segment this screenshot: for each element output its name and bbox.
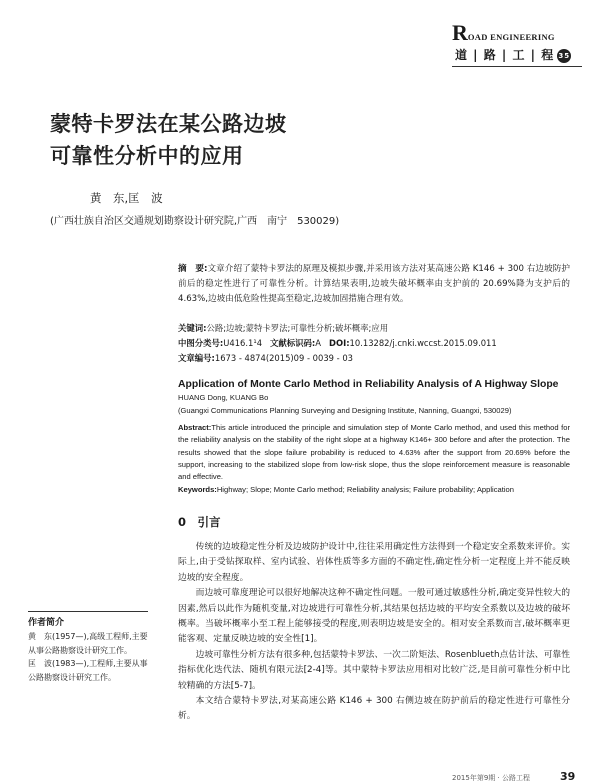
header-divider	[452, 66, 582, 67]
page-number: 39	[560, 770, 576, 783]
paragraph: 传统的边坡稳定性分析及边坡防护设计中,往往采用确定性方法得到一个稳定安全系数来评价。实际上,由于受钻探取样、室内试验、岩体性质等多方面的不确定性,确定性分析一定程度上并不能反映边坡的安全程度。	[178, 542, 570, 583]
doi-label: DOI:	[329, 338, 350, 348]
clc-value: U416.1¹4	[223, 338, 263, 348]
doc-value: A	[315, 338, 321, 348]
article-title-line2: 可靠性分析中的应用	[50, 144, 244, 168]
article-title-line1: 蒙特卡罗法在某公路边坡	[50, 112, 287, 136]
article-number-line	[178, 352, 570, 364]
footer-text: 2015年第9期 · 公路工程	[452, 774, 530, 782]
logo-badge-icon: 35	[557, 49, 571, 63]
english-keywords	[178, 485, 578, 494]
author-entry: 黄 东(1957—),高级工程师,主要从事公路勘察设计研究工作。	[28, 632, 148, 655]
logo-cn-text: 道 | 路 | 工 | 程	[455, 48, 555, 62]
artno-label: 文章编号:	[178, 353, 215, 363]
logo-rest: OAD ENGINEERING	[467, 32, 555, 42]
author-entry: 匡 波(1983—),工程师,主要从事公路勘察设计研究工作。	[28, 659, 148, 682]
section-heading: 0 引言	[178, 515, 221, 529]
doi-value: 10.13282/j.cnki.wccst.2015.09.011	[349, 338, 497, 348]
clc-label: 中图分类号:	[178, 338, 224, 348]
paragraph: 本文结合蒙特卡罗法,对某高速公路 K146 + 300 右侧边坡在防护前后的稳定性进行可靠性分析。	[178, 696, 570, 722]
keywords-label: 关键词:	[178, 323, 207, 333]
english-keywords-text: Highway; Slope; Monte Carlo method; Reliability analysis; Failure probability; Application	[216, 485, 514, 494]
classification-line	[178, 337, 570, 349]
english-keywords-label: Keywords:	[178, 485, 217, 494]
artno-value: 1673 - 4874(2015)09 - 0039 - 03	[214, 353, 354, 363]
abstract-text: 文章介绍了蒙特卡罗法的原理及模拟步骤,并采用该方法对某高速公路 K146 + 300 右边坡防护前后的稳定性进行了可靠性分析。计算结果表明,边坡失破坏概率由支护前的 20.69%降为支护后的 4.63%,边坡由低危险性提高至稳定,边坡加固措施合理有效。	[178, 264, 570, 304]
article-authors: 黄 东,匡 波	[90, 191, 163, 205]
doc-label: 文献标识码:	[270, 338, 316, 348]
article-affiliation: (广西壮族自治区交通规划勘察设计研究院,广西 南宁 530029)	[50, 216, 340, 227]
english-affiliation: (Guangxi Communications Planning Surveying and Designing Institute, Nanning, Guangxi, 530029)	[178, 406, 512, 415]
journal-logo-cn	[455, 46, 585, 63]
author-intro	[28, 630, 148, 684]
logo-initial: R	[452, 20, 468, 45]
section-body	[178, 540, 570, 725]
keywords-cn	[178, 322, 570, 334]
paragraph: 边坡可靠性分析方法有很多种,包括蒙特卡罗法、一次二阶矩法、Rosenblueth点估计法、可靠性指标优化迭代法、随机有限元法[2-4]等。其中蒙特卡罗法应用相对比较广泛,是目前可靠性分析中比较精确的方法[5-7]。	[178, 649, 570, 691]
english-authors: HUANG Dong, KUANG Bo	[178, 393, 269, 402]
abstract-cn	[178, 262, 570, 307]
paragraph: 而边坡可靠度理论可以很好地解决这种不确定性问题。一般可通过敏感性分析,确定变异性较大的因素,然后以此作为随机变量,对边坡进行可靠性分析,其结果包括边坡的平均安全系数以及边坡的破坏概率。当破坏概率小至工程上能够接受的程度,则表明边坡是安全的。相对安全系数而言,破坏概率更能客观、定量反映边坡的安全性[1]。	[178, 588, 570, 645]
abstract-label: 摘 要:	[178, 264, 208, 274]
english-abstract-label: Abstract:	[178, 423, 212, 432]
journal-logo-en	[452, 20, 582, 46]
english-abstract	[178, 422, 570, 483]
english-abstract-text: This article introduced the principle and simulation step of Monte Carlo method, and used this method for the reliability analysis on the stability of the right slope at a highway K146+ 300 before and after the protection. The results showed that the slope failure probability is reduced to 4.63% after the support from 20.69% before the support, increasing to the stabilized slope from low-risk slope, thus the slope reinforcement measure is reasonable and effective.	[178, 423, 570, 482]
english-title: Application of Monte Carlo Method in Reliability Analysis of A Highway Slope	[178, 379, 559, 390]
sidebar-divider	[28, 611, 148, 612]
author-intro-heading: 作者简介	[28, 618, 65, 628]
keywords-text: 公路;边坡;蒙特卡罗法;可靠性分析;破坏概率;应用	[206, 323, 389, 333]
